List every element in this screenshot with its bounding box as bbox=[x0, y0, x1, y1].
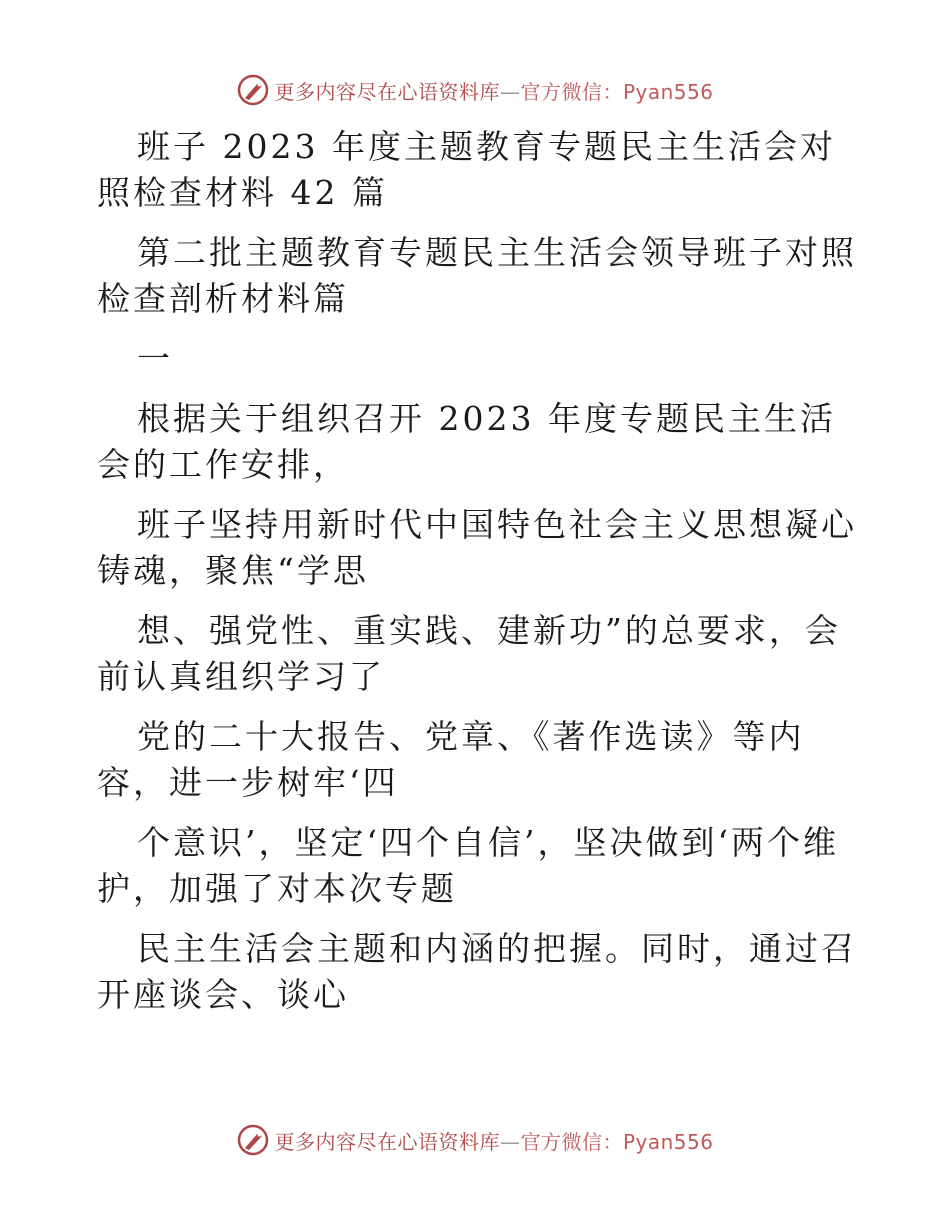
body-paragraph: 班子坚持用新时代中国特色社会主义思想凝心铸魂，聚焦“学思 bbox=[97, 505, 857, 590]
document-title: 班子 2023 年度主题教育专题民主生活会对照检查材料 42 篇 bbox=[97, 127, 836, 212]
section-number: 一 bbox=[137, 339, 173, 378]
document-subtitle: 第二批主题教育专题民主生活会领导班子对照检查剖析材料篇 bbox=[97, 233, 857, 318]
body-paragraph: 想、强党性、重实践、建新功”的总要求，会前认真组织学习了 bbox=[97, 611, 841, 696]
watermark-brand: 更多内容尽在心语资料库 bbox=[274, 79, 500, 104]
document-body bbox=[97, 124, 857, 1018]
pen-logo-icon bbox=[236, 73, 270, 107]
watermark-dash: — bbox=[499, 79, 521, 104]
watermark-banner-bottom bbox=[0, 1120, 950, 1160]
body-paragraph: 个意识’，坚定‘四个自信’，坚决做到‘两个维护，加强了对本次专题 bbox=[97, 823, 839, 908]
watermark-contact: 官方微信：Pyan556 bbox=[520, 1129, 714, 1154]
watermark-text bbox=[274, 76, 713, 105]
watermark-dash: — bbox=[499, 1129, 521, 1154]
body-paragraph: 根据关于组织召开 2023 年度专题民主生活会的工作安排， bbox=[97, 399, 836, 484]
body-paragraph: 民主生活会主题和内涵的把握。同时，通过召开座谈会、谈心 bbox=[97, 929, 857, 1014]
watermark-brand: 更多内容尽在心语资料库 bbox=[274, 1129, 500, 1154]
watermark-contact: 官方微信：Pyan556 bbox=[520, 79, 714, 104]
watermark-banner-top bbox=[0, 70, 950, 110]
watermark-text bbox=[274, 1126, 713, 1155]
pen-logo-icon bbox=[236, 1123, 270, 1157]
body-paragraph: 党的二十大报告、党章、《著作选读》等内容，进一步树牢‘四 bbox=[97, 717, 805, 802]
